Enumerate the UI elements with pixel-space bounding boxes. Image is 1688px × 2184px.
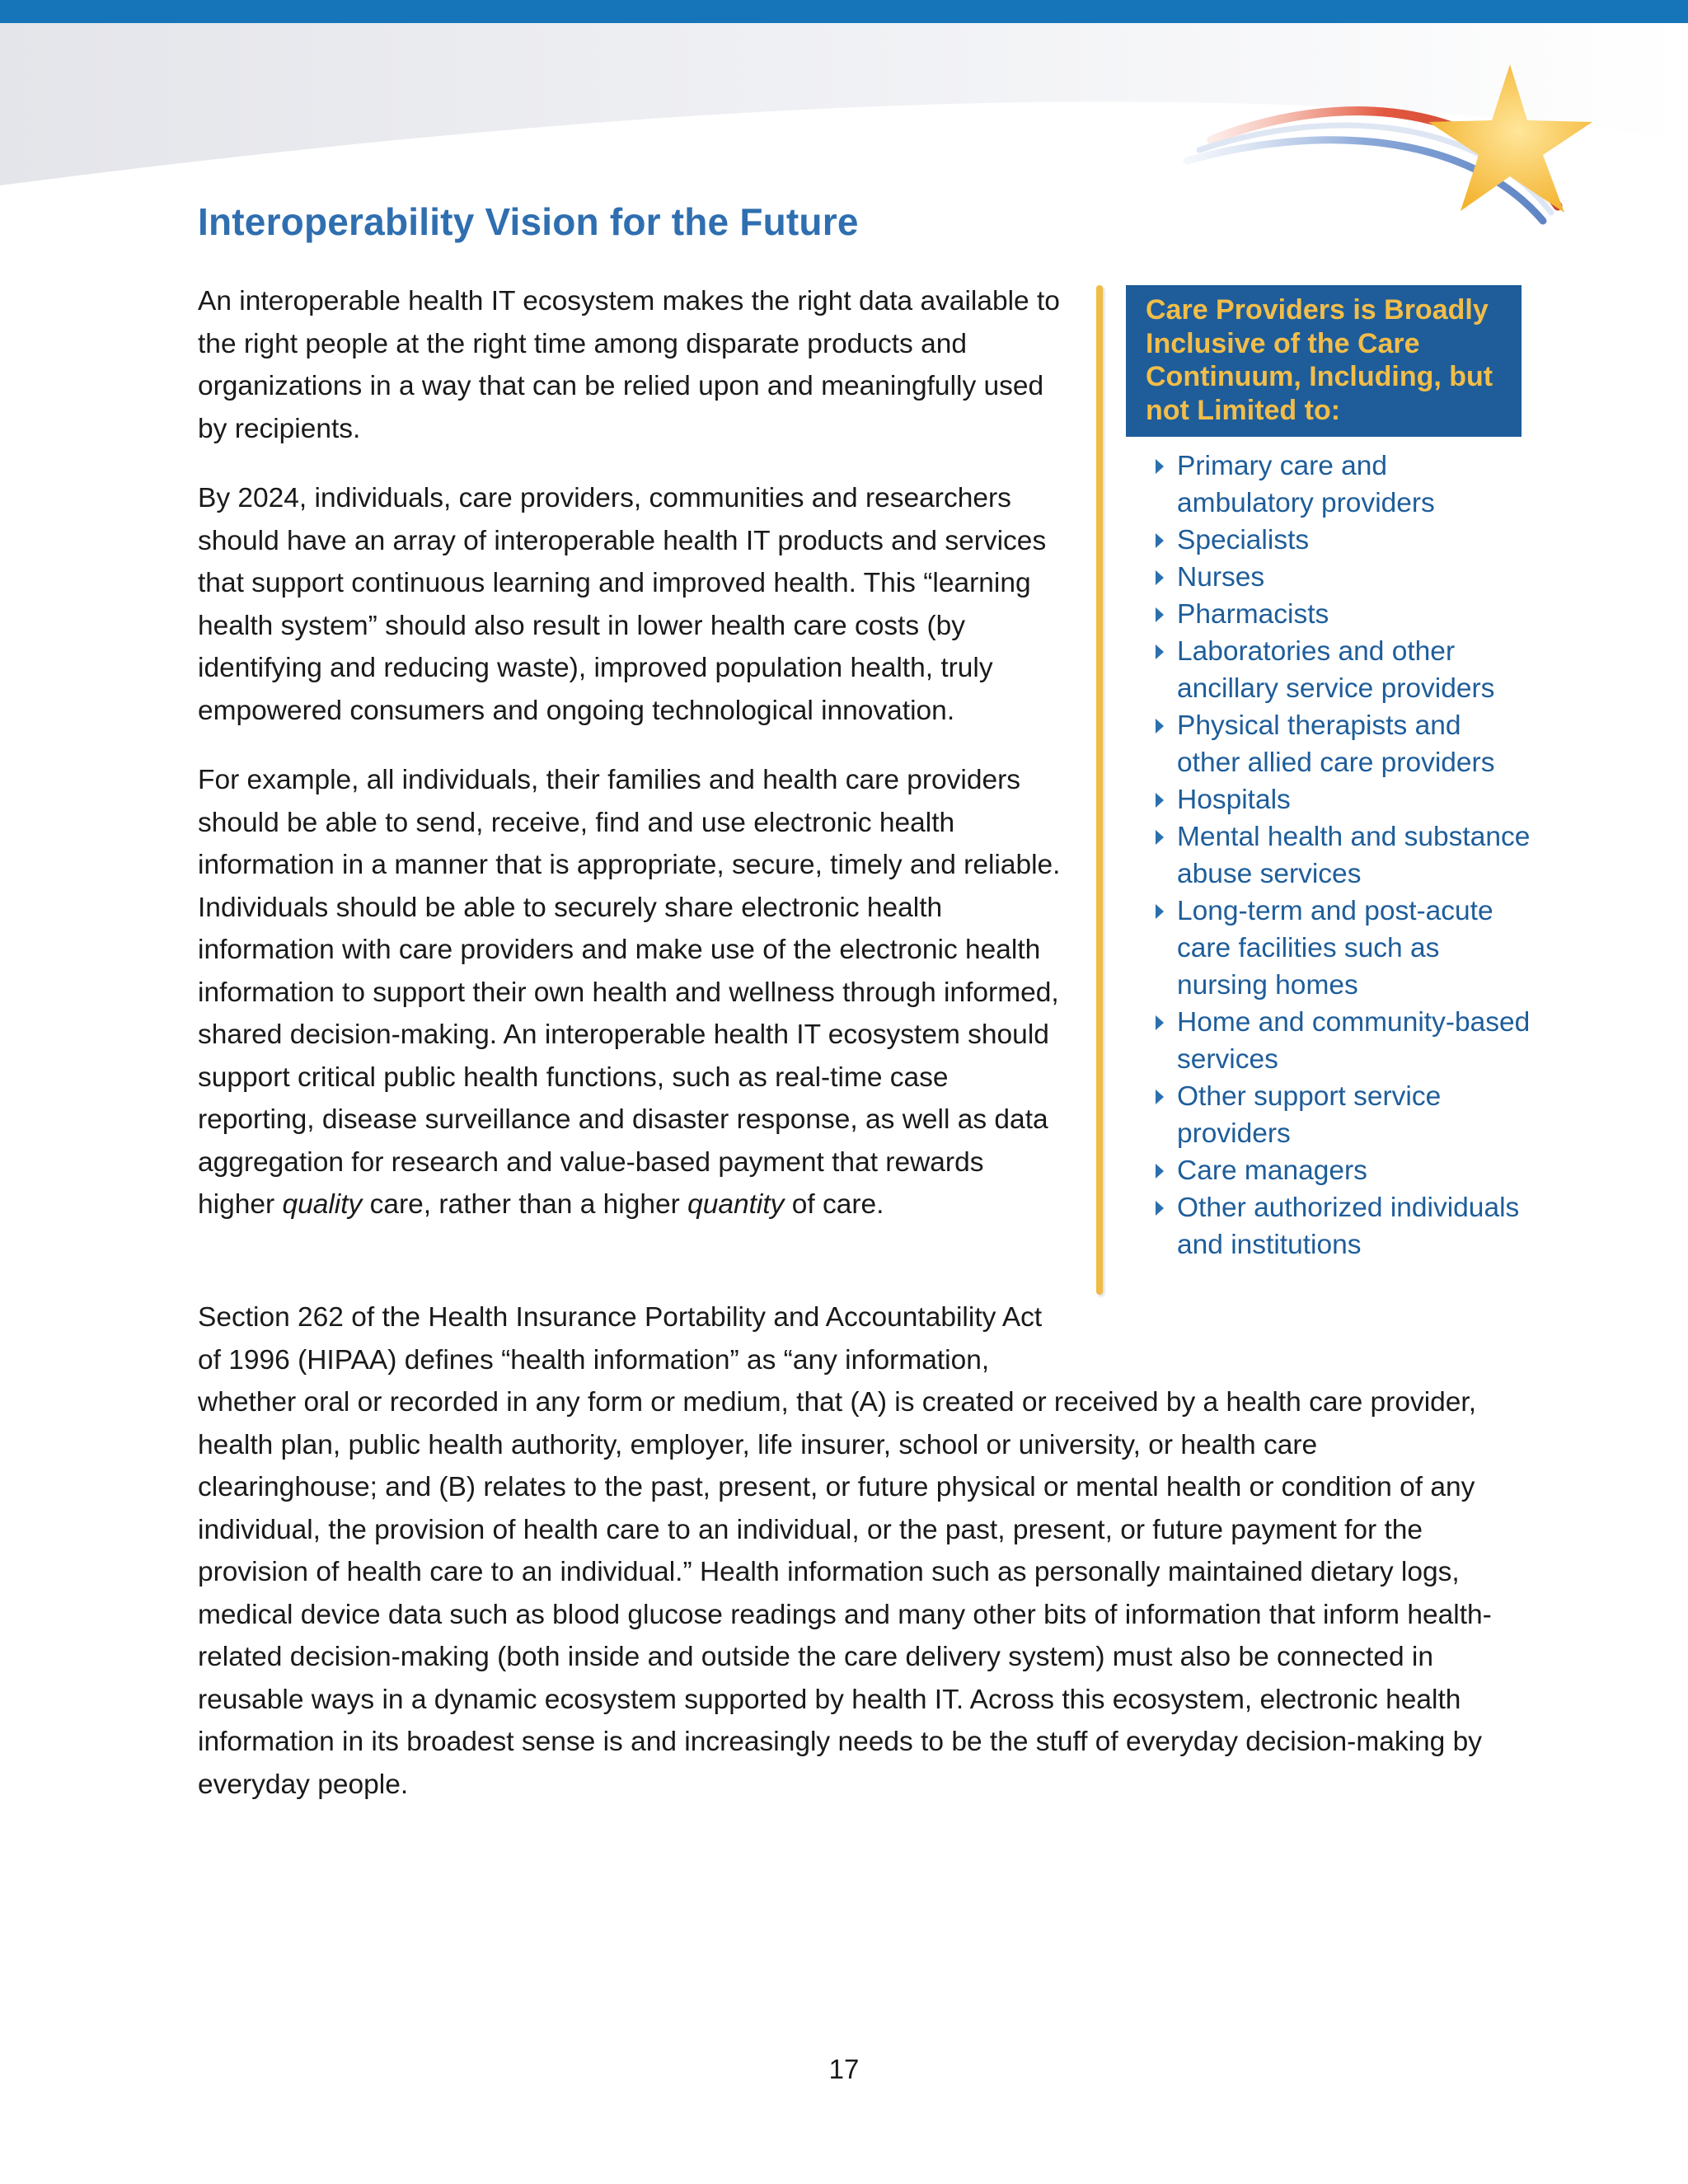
list-item-label: Long-term and post-acute care facilities such as nursing homes xyxy=(1177,896,1493,1001)
list-item-label: Pharmacists xyxy=(1177,599,1329,630)
triangle-bullet-icon xyxy=(1156,719,1164,733)
paragraph-3-start: For example, all individuals, their families and health care providers should be able to send, receive, find and use electronic health information in a manner that is appropriate, secure, timely and reliable. Individuals should be able to securely share electronic health information with care providers and make use of the electronic health information to support their own health and wellness through informed, shared decision-making. An interoperable health IT ecosystem should support critical public health functions, such as real-time case reporting, disease surveillance and disaster response, as well as data aggregation for research and value-based payment that rewards higher xyxy=(198,765,1061,1220)
list-item xyxy=(1152,448,1531,522)
sidebar-heading-line: not Limited to: xyxy=(1146,394,1341,426)
list-item xyxy=(1152,522,1531,559)
list-item-label: Nurses xyxy=(1177,562,1265,593)
list-item xyxy=(1152,893,1531,1004)
list-item-label: Other support service providers xyxy=(1177,1081,1442,1149)
triangle-bullet-icon xyxy=(1156,1164,1164,1179)
paragraph-3-middle: care, rather than a higher xyxy=(362,1189,688,1220)
paragraph-1 xyxy=(198,280,1063,450)
triangle-bullet-icon xyxy=(1156,830,1164,845)
sidebar-heading-line: Inclusive of the Care xyxy=(1146,327,1420,359)
paragraph-2 xyxy=(198,477,1063,732)
sidebar-accent-rule xyxy=(1096,285,1103,1295)
sidebar-heading-line: Continuum, Including, but xyxy=(1146,361,1493,392)
triangle-bullet-icon xyxy=(1156,533,1164,548)
list-item-label: Mental health and substance abuse services xyxy=(1177,822,1531,889)
emphasis-quality: quality xyxy=(282,1189,363,1220)
triangle-bullet-icon xyxy=(1156,459,1164,474)
list-item xyxy=(1152,596,1531,633)
sidebar-heading-line: Care Providers is Broadly xyxy=(1146,294,1489,326)
list-item xyxy=(1152,1078,1531,1152)
paragraph-4-text xyxy=(198,1296,1496,1806)
list-item-label: Care managers xyxy=(1177,1155,1367,1186)
list-item-label: Home and community-based services xyxy=(1177,1007,1531,1075)
list-item-label: Laboratories and other ancillary service providers xyxy=(1177,636,1495,704)
list-item xyxy=(1152,633,1531,707)
triangle-bullet-icon xyxy=(1156,904,1164,919)
triangle-bullet-icon xyxy=(1156,1201,1164,1216)
page-number: 17 xyxy=(828,2054,860,2084)
list-item-label: Other authorized individuals and institutions xyxy=(1177,1193,1520,1260)
list-item xyxy=(1152,1004,1531,1078)
list-item xyxy=(1152,781,1531,818)
page-title: Interoperability Vision for the Future xyxy=(198,200,859,243)
paragraph-3-text xyxy=(198,759,1063,1226)
list-item xyxy=(1152,1152,1531,1189)
list-item xyxy=(1152,818,1531,893)
paragraph-4-rest: whether oral or recorded in any form or medium, that (A) is created or received by a health care provider, health plan, public health authority, employer, life insurer, school or university, or health care clearinghouse; and (B) relates to the past, present, or future physical or mental health or condition of any individual, the provision of health care to an individual, or the past, present, or future payment for the provision of health care to an individual.” Health information such as personally maintained dietary logs, medical device data such as blood glucose readings and many other bits of information that inform health-related decision-making (both inside and outside the care delivery system) must also be connected in reusable ways in a dynamic ecosystem supported by health IT. Across this ecosystem, electronic health information in its broadest sense is and increasingly needs to be the stuff of everyday decision-making by everyday people. xyxy=(198,1387,1492,1800)
emphasis-quantity: quantity xyxy=(687,1189,785,1220)
triangle-bullet-icon xyxy=(1156,607,1164,622)
care-providers-list xyxy=(1152,448,1531,1263)
triangle-bullet-icon xyxy=(1156,793,1164,808)
paragraph-1-text: An interoperable health IT ecosystem makes the right data available to the right people at the right time among disparate products and organizations in a way that can be relied upon and meaningfully used by recipients. xyxy=(198,286,1060,444)
list-item xyxy=(1152,1189,1531,1263)
paragraph-2-text: By 2024, individuals, care providers, communities and researchers should have an array of interoperable health IT products and services that support continuous learning and improved health. This “learning health system” should also result in lower health care costs (by identifying and reducing waste), improved population health, truly empowered consumers and ongoing technological innovation. xyxy=(198,483,1047,726)
triangle-bullet-icon xyxy=(1156,1015,1164,1030)
list-item xyxy=(1152,707,1531,781)
grey-swoosh-band xyxy=(0,23,1688,185)
triangle-bullet-icon xyxy=(1156,1090,1164,1104)
list-item xyxy=(1152,559,1531,596)
paragraph-3-end: of care. xyxy=(784,1189,884,1220)
list-item-label: Primary care and ambulatory providers xyxy=(1177,451,1435,518)
triangle-bullet-icon xyxy=(1156,570,1164,585)
paragraph-4 xyxy=(198,1296,1496,1806)
sidebar-heading-box xyxy=(1126,285,1522,437)
list-item-label: Hospitals xyxy=(1177,785,1291,815)
list-item-label: Physical therapists and other allied care providers xyxy=(1177,710,1495,778)
paragraph-3 xyxy=(198,759,1063,1226)
list-item-label: Specialists xyxy=(1177,525,1310,555)
triangle-bullet-icon xyxy=(1156,644,1164,659)
paragraph-4-start: Section 262 of the Health Insurance Portability and Accountability Act of 1996 (HIPAA) defines “health information” as “any information, xyxy=(198,1302,1043,1376)
